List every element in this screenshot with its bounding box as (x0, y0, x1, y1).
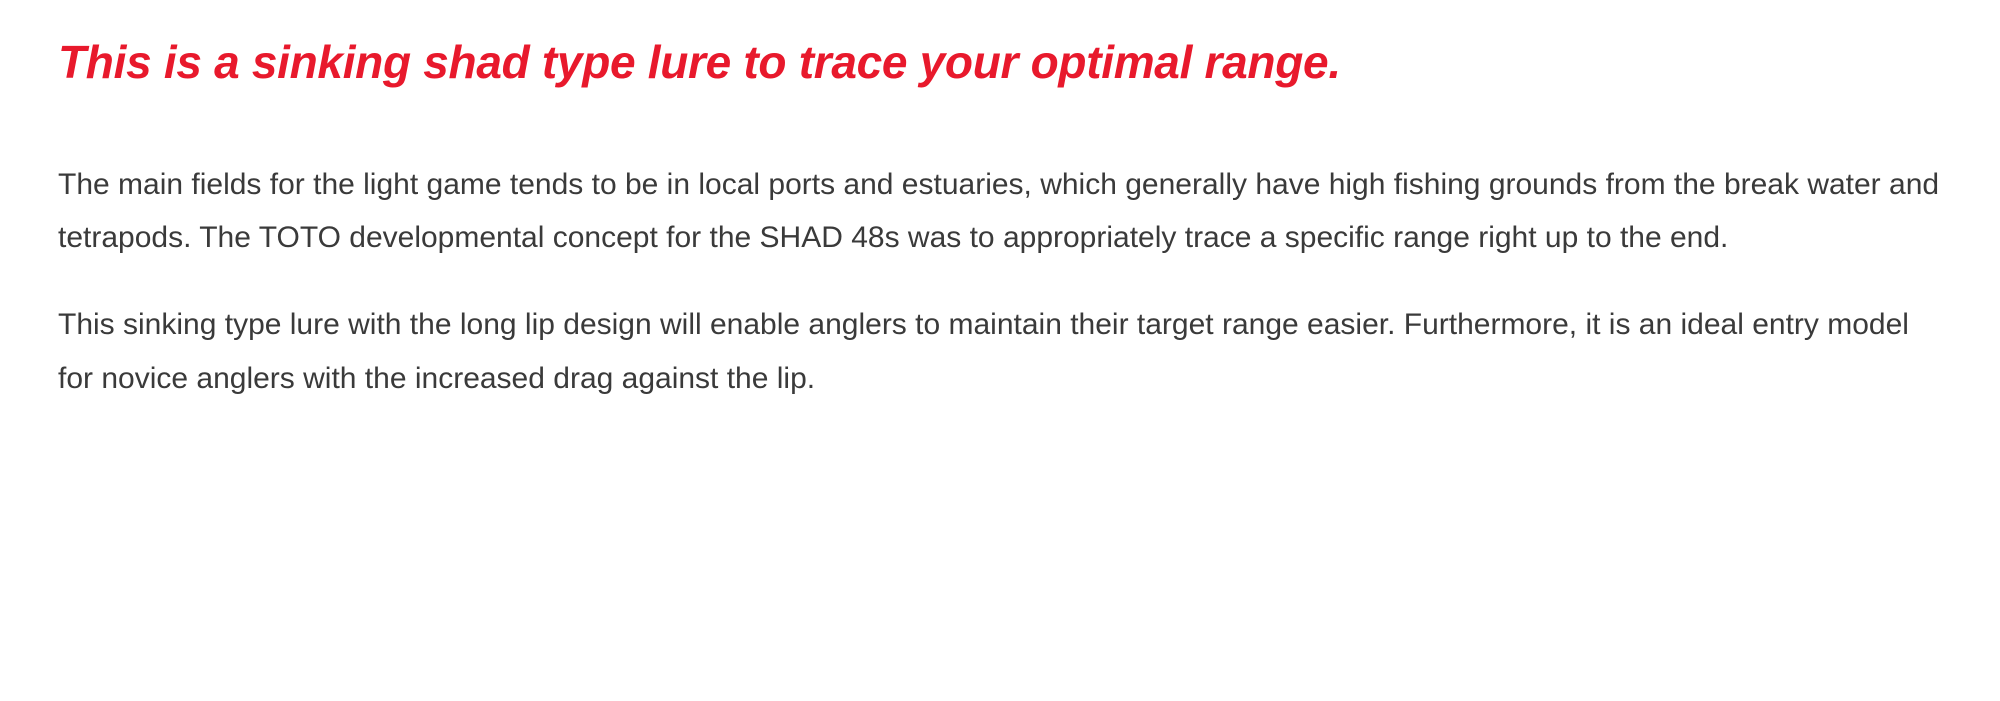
article-body (58, 158, 1940, 406)
body-paragraph: The main fields for the light game tends to be in local ports and estuaries, which generally have high fishing grounds from the break water and tetrapods. The TOTO developmental concept for the SHAD 48s was to appropriately trace a specific range right up to the end. (58, 167, 1940, 254)
page-title: This is a sinking shad type lure to trace your optimal range. (58, 36, 1341, 88)
body-paragraph: This sinking type lure with the long lip design will enable anglers to maintain their target range easier. Furthermore, it is an ideal entry model for novice anglers with the increased drag against the lip. (58, 308, 1909, 395)
